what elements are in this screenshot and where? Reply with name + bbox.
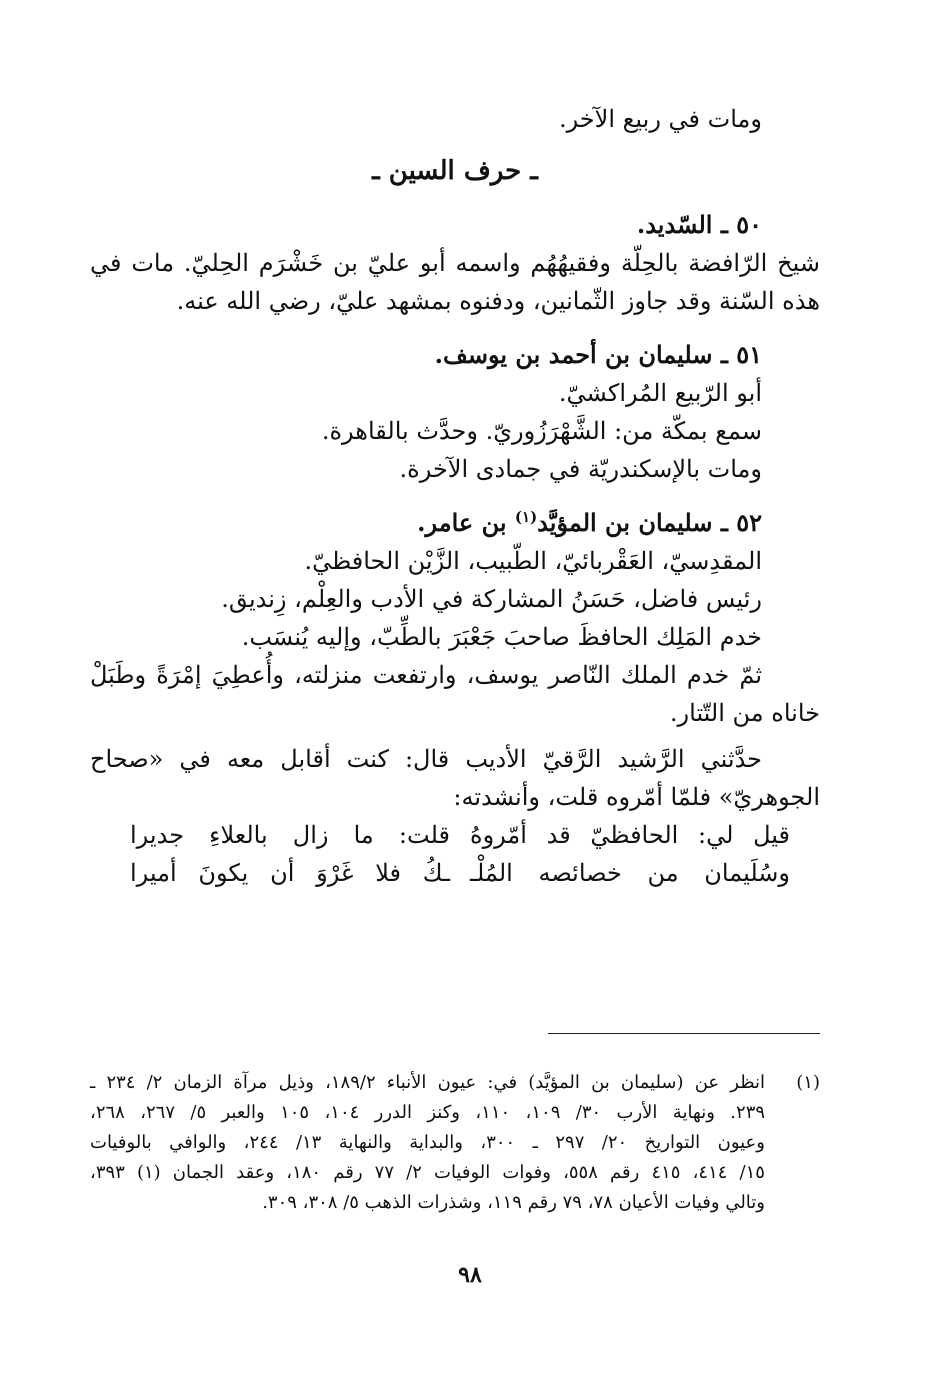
section-heading: ـ حرف السين ـ xyxy=(372,156,538,186)
entry-52-title-end: بن عامر. xyxy=(417,508,515,537)
footnote-line-4: ١٥/ ٤١٤، ٤١٥ رقم ٥٥٨، وفوات الوفيات ٢/ ٧٧ رقم ١٨٠، وعقد الجمان (١) ٣٩٣، xyxy=(90,1162,765,1183)
footnote-line-5: وتالي وفيات الأعيان ٧٨، ٧٩ رقم ١١٩، وشذرات الذهب ٥/ ٣٠٨، ٣٠٩. xyxy=(262,1192,765,1213)
verse-2-first-hemistich: وسُلَيمان من خصائصه المُلْـ xyxy=(470,859,790,887)
verse-2-second-hemistich: ـكُ فلا غَرْوَ أن يكونَ أميرا xyxy=(130,859,450,887)
footnote-reference: (١) xyxy=(514,508,538,526)
page-body xyxy=(90,100,820,892)
entry-52-line-4: ثمّ خدم الملك النّاصر يوسف، وارتفعت منزلته، وأُعطِيَ إمْرَةً وطَبَلْ xyxy=(90,661,762,689)
entry-51-line-1: أبو الرّبيع المُراكشيّ. xyxy=(558,379,762,407)
entry-52-line-1: المقدِسيّ، العَقْربائيّ، الطّبيب، الزَّيْن الحافظيّ. xyxy=(304,547,762,575)
entry-52-line-2: رئيس فاضل، حَسَنُ المشاركة في الأدب والعِلْم، زِنديق. xyxy=(221,585,762,613)
entry-52-title xyxy=(90,504,820,542)
entry-51-line-2: سمع بمكّة من: الشَّهْرَزُوريّ. وحدَّث بالقاهرة. xyxy=(321,417,762,445)
entry-51-line-3: ومات بالإسكندريّة في جمادى الآخرة. xyxy=(399,455,762,483)
entry-52-title-main: ٥٢ ـ سليمان بن المؤيَّد xyxy=(537,508,762,537)
entry-50-line-2: هذه السّنة وقد جاوز الثّمانين، ودفنوه بمشهد عليّ، رضي الله عنه. xyxy=(176,287,820,315)
intro-line: ومات في ربيع الآخر. xyxy=(558,105,762,133)
footnote-number: (١) xyxy=(796,1072,820,1093)
entry-50-title: ٥٠ ـ السّديد. xyxy=(636,210,762,239)
entry-52-line-7: الجوهريّ» فلمّا أمّروه قلت، وأنشدته: xyxy=(453,783,820,811)
footnote-text xyxy=(90,1068,765,1218)
verse-line-2 xyxy=(90,854,820,892)
entry-50-line-1: شيخ الرّافضة بالحِلّة وفقيهُهُم واسمه أبو عليّ بن خَشْرَم الحِليّ. مات في xyxy=(90,249,820,277)
footnotes xyxy=(90,1068,820,1218)
entry-51-title: ٥١ ـ سليمان بن أحمد بن يوسف. xyxy=(434,340,762,369)
entry-52-line-6: حدَّثني الرَّشيد الرَّقيّ الأديب قال: كنت أقابل معه في «صحاح xyxy=(90,745,762,773)
footnote-line-3: وعيون التواريخ ٢٠/ ٢٩٧ ـ ٣٠٠، والبداية والنهاية ١٣/ ٢٤٤، والوافي بالوفيات xyxy=(90,1132,765,1153)
footnote-1 xyxy=(90,1068,820,1218)
footnote-divider xyxy=(548,1033,820,1034)
entry-52-line-3: خدم المَلِك الحافظَ صاحبَ جَعْبَرَ بالطِّبّ، وإليه يُنسَب. xyxy=(241,623,762,651)
page-number: ٩٨ xyxy=(458,1262,482,1288)
footnote-line-2: ٢٣٩. ونهاية الأرب ٣٠/ ١٠٩، ١١٠، وكنز الدرر ١٠٤، ١٠٥ والعبر ٥/ ٢٦٧، ٢٦٨، xyxy=(90,1102,766,1123)
verse-line-1 xyxy=(90,816,820,854)
footnote-line-1: انظر عن (سليمان بن المؤيَّد) في: عيون الأنباء ١٨٩/٢، وذيل مرآة الزمان ٢/ ٢٣٤ ـ xyxy=(90,1072,765,1093)
entry-52-line-5: خاناه من التّتار. xyxy=(669,699,820,727)
verse-1-second-hemistich: قلت: ما زال بالعلاءِ جديرا xyxy=(130,821,450,849)
verse-1-first-hemistich: قيل لي: الحافظيّ قد أمّروهُ xyxy=(470,821,790,849)
